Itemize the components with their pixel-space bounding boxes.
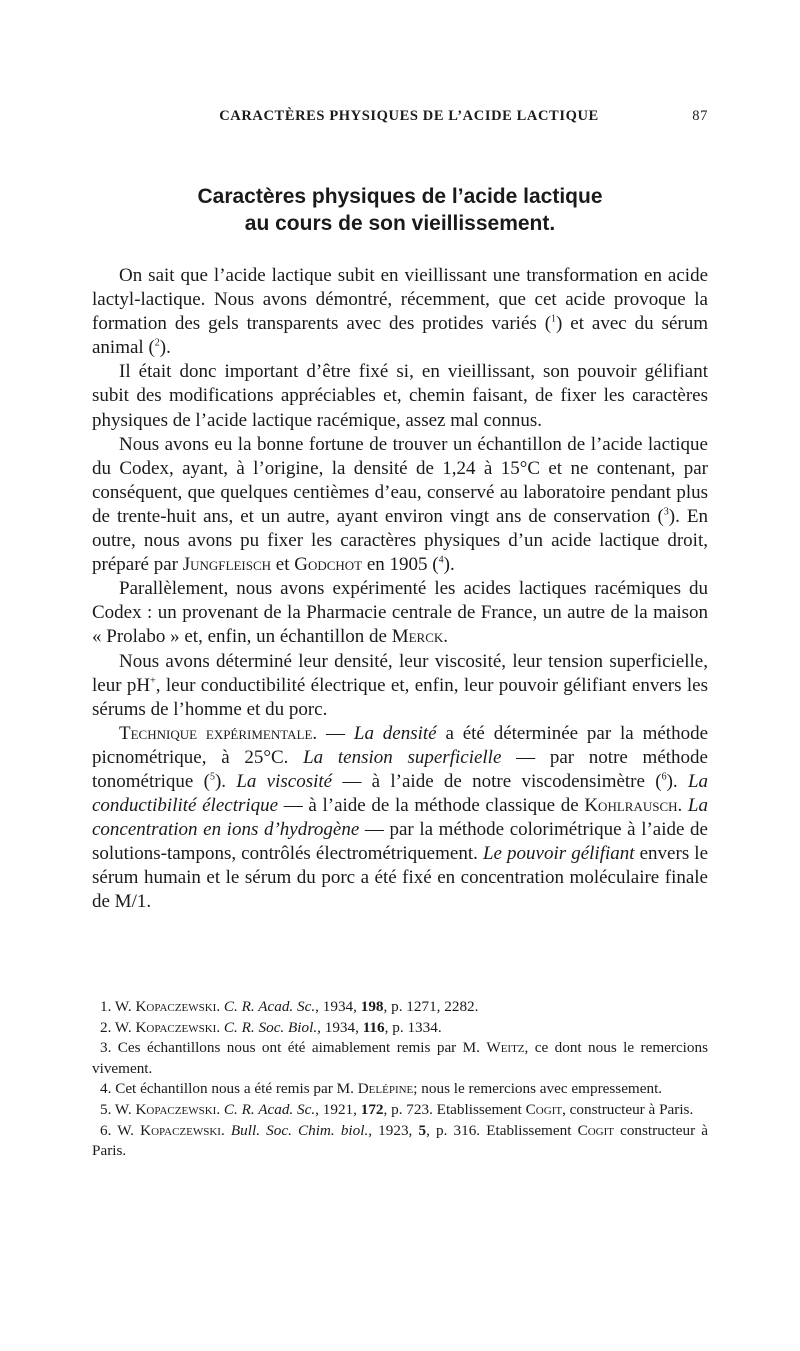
footnotes: [92, 997, 708, 1162]
footnote-2: [92, 1018, 708, 1039]
paragraph-5: [92, 650, 708, 722]
text-span: .: [677, 795, 688, 817]
text-span: .: [216, 1100, 224, 1118]
text-span: envers le sérum humain et le sérum du porc a été fixé en concentration moléculaire finale de M/1.: [92, 843, 709, 913]
text-span: — par notre méthode tonométrique (: [92, 746, 708, 792]
running-head: [92, 108, 708, 125]
text-span: — à l’aide de notre viscodensimètre (: [332, 770, 662, 792]
person-name: Delépine: [357, 1080, 414, 1098]
text-span: Ces échantillons nous ont été aimablement remis par M.: [111, 1039, 487, 1057]
author-name: Kohlrausch: [584, 795, 678, 817]
text-span: ).: [666, 770, 688, 792]
text-span: et: [271, 554, 295, 576]
footnote-number: 6.: [100, 1121, 112, 1139]
journal-name: C. R. Soc. Biol.: [223, 1018, 318, 1036]
footnote-1: [92, 997, 708, 1018]
superscript: +: [150, 675, 156, 687]
volume-number: 172: [360, 1100, 384, 1118]
text-span: ; nous le remercions avec empressement.: [413, 1080, 663, 1098]
author-name: Kopaczewski: [135, 1100, 217, 1118]
text-span: , p. 723. Etablissement: [383, 1100, 526, 1118]
text-span: .: [216, 998, 224, 1015]
text-span: , leur conductibilité électrique et, enfin, leur pouvoir gélifiant envers les sérums de l’homme et du porc.: [92, 674, 709, 720]
volume-number: 116: [362, 1018, 385, 1036]
text-span: —: [317, 722, 354, 744]
paragraph-3: [92, 433, 708, 578]
footnote-number: 1.: [100, 998, 112, 1015]
footnote-6: [92, 1121, 708, 1162]
running-head-title: CARACTÈRES PHYSIQUES DE L’ACIDE LACTIQUE: [219, 108, 599, 124]
text-span: W.: [111, 1100, 136, 1118]
italic-term: La conductibilité électrique: [92, 770, 709, 817]
footnote-ref: 2: [154, 337, 160, 349]
company-name: Cogit: [525, 1100, 563, 1118]
text-span: a été déterminée par la méthode picnométrique, à 25°C.: [92, 722, 709, 768]
author-name: Jungfleisch: [182, 554, 272, 576]
text-span: — à l’aide de la méthode classique de: [278, 795, 585, 817]
author-name: Godchot: [294, 554, 363, 576]
footnote-ref: 4: [438, 554, 444, 566]
footnote-3: [92, 1038, 708, 1079]
text-span: ).: [443, 554, 455, 576]
text-span: .: [220, 1121, 231, 1139]
text-span: , 1923,: [368, 1121, 419, 1139]
italic-term: La tension superficielle: [303, 746, 502, 768]
text-span: , 1921,: [315, 1100, 361, 1118]
section-heading: Technique expérimentale.: [119, 722, 318, 744]
text-span: W.: [111, 1018, 136, 1036]
text-span: en 1905 (: [362, 554, 439, 576]
page-number: 87: [692, 108, 708, 124]
title-line-1: Caractères physiques de l’acide lactique: [197, 185, 603, 208]
footnote-number: 2.: [100, 1018, 112, 1036]
journal-name: Bull. Soc. Chim. biol.: [230, 1121, 369, 1139]
text-span: , p. 1271, 2282.: [383, 998, 479, 1015]
author-name: Kopaczewski: [135, 998, 217, 1015]
text-span: Cet échantillon nous a été remis par M.: [111, 1080, 358, 1098]
text-span: Nous avons déterminé leur densité, leur viscosité, leur tension superficielle, leur pH: [92, 650, 708, 696]
text-span: ).: [214, 770, 237, 792]
footnote-number: 3.: [100, 1039, 112, 1057]
article-title: [92, 183, 708, 237]
text-span: , ce dont nous le remercions vivement.: [92, 1039, 708, 1077]
article-body: [92, 264, 708, 915]
text-span: ) et avec du sérum animal (: [92, 313, 708, 359]
text-span: ).: [159, 337, 171, 359]
journal-name: C. R. Acad. Sc.: [223, 1100, 316, 1118]
footnote-ref: 6: [661, 771, 667, 783]
footnote-number: 4.: [100, 1080, 112, 1098]
title-line-2: au cours de son vieillissement.: [244, 212, 556, 235]
paragraph-1: [92, 264, 708, 360]
text-span: constructeur à Paris.: [92, 1121, 709, 1160]
person-name: Weitz: [486, 1039, 525, 1057]
text-span: , 1934,: [315, 998, 361, 1015]
text-span: .: [443, 626, 449, 648]
text-span: , constructeur à Paris.: [562, 1100, 694, 1118]
paragraph-4: [92, 577, 708, 649]
text-span: Parallèlement, nous avons expérimenté les acides lactiques racémiques du Codex : un provenant de la Pharmacie centrale de France, un autre de la maison « Prolabo » et, enfin, un échantillon de: [92, 578, 708, 648]
footnote-ref: 5: [209, 771, 215, 783]
italic-term: La viscosité: [236, 770, 333, 792]
text-span: — par la méthode colorimétrique à l’aide de solutions-tampons, contrôlés électrométriquement.: [92, 819, 708, 865]
footnote-5: [92, 1100, 708, 1121]
text-span: W.: [111, 998, 136, 1015]
volume-number: 5: [418, 1121, 427, 1139]
text-span: , p. 1334.: [384, 1018, 442, 1036]
text-span: On sait que l’acide lactique subit en vieillissant une transformation en acide lactyl-lactique. Nous avons démontré, récemment, que cet acide provoque la formation des gels transparents avec des protides variés (: [92, 265, 708, 335]
company-name: Cogit: [577, 1121, 614, 1139]
italic-term: La concentration en ions d’hydrogène: [92, 795, 708, 841]
author-name: Kopaczewski: [140, 1121, 221, 1139]
journal-name: C. R. Acad. Sc.: [223, 998, 316, 1015]
paragraph-6: [92, 722, 708, 915]
footnote-ref: 3: [663, 506, 669, 518]
author-name: Kopaczewski: [135, 1018, 217, 1036]
footnote-ref: 1: [551, 313, 557, 325]
text-span: , p. 316. Etablissement: [426, 1121, 578, 1139]
text-span: W.: [111, 1121, 141, 1139]
text-span: .: [216, 1018, 224, 1036]
paragraph-2: Il était donc important d’être fixé si, en vieillissant, son pouvoir gélifiant subit des modifications appréciables et, chemin faisant, de fixer les caractères physiques de l’acide lactique racémique, assez mal connus.: [92, 361, 708, 431]
italic-term: La densité: [353, 722, 437, 744]
italic-term: Le pouvoir gélifiant: [482, 843, 635, 865]
footnote-number: 5.: [100, 1100, 112, 1118]
text-span: ). En outre, nous avons pu fixer les caractères physiques d’un acide lactique droit, préparé par: [92, 505, 708, 576]
footnote-4: [92, 1079, 708, 1100]
volume-number: 198: [360, 998, 384, 1015]
text-span: Nous avons eu la bonne fortune de trouver un échantillon de l’acide lactique du Codex, ayant, à l’origine, la densité de 1,24 à 15°C et ne contenant, par conséquent, que quelques centièmes d’eau, conservé au laboratoire pendant plus de trente-huit ans, et un autre, ayant environ vingt ans de conservation (: [92, 433, 708, 527]
author-name: Merck: [391, 626, 444, 648]
text-span: , 1934,: [317, 1018, 363, 1036]
